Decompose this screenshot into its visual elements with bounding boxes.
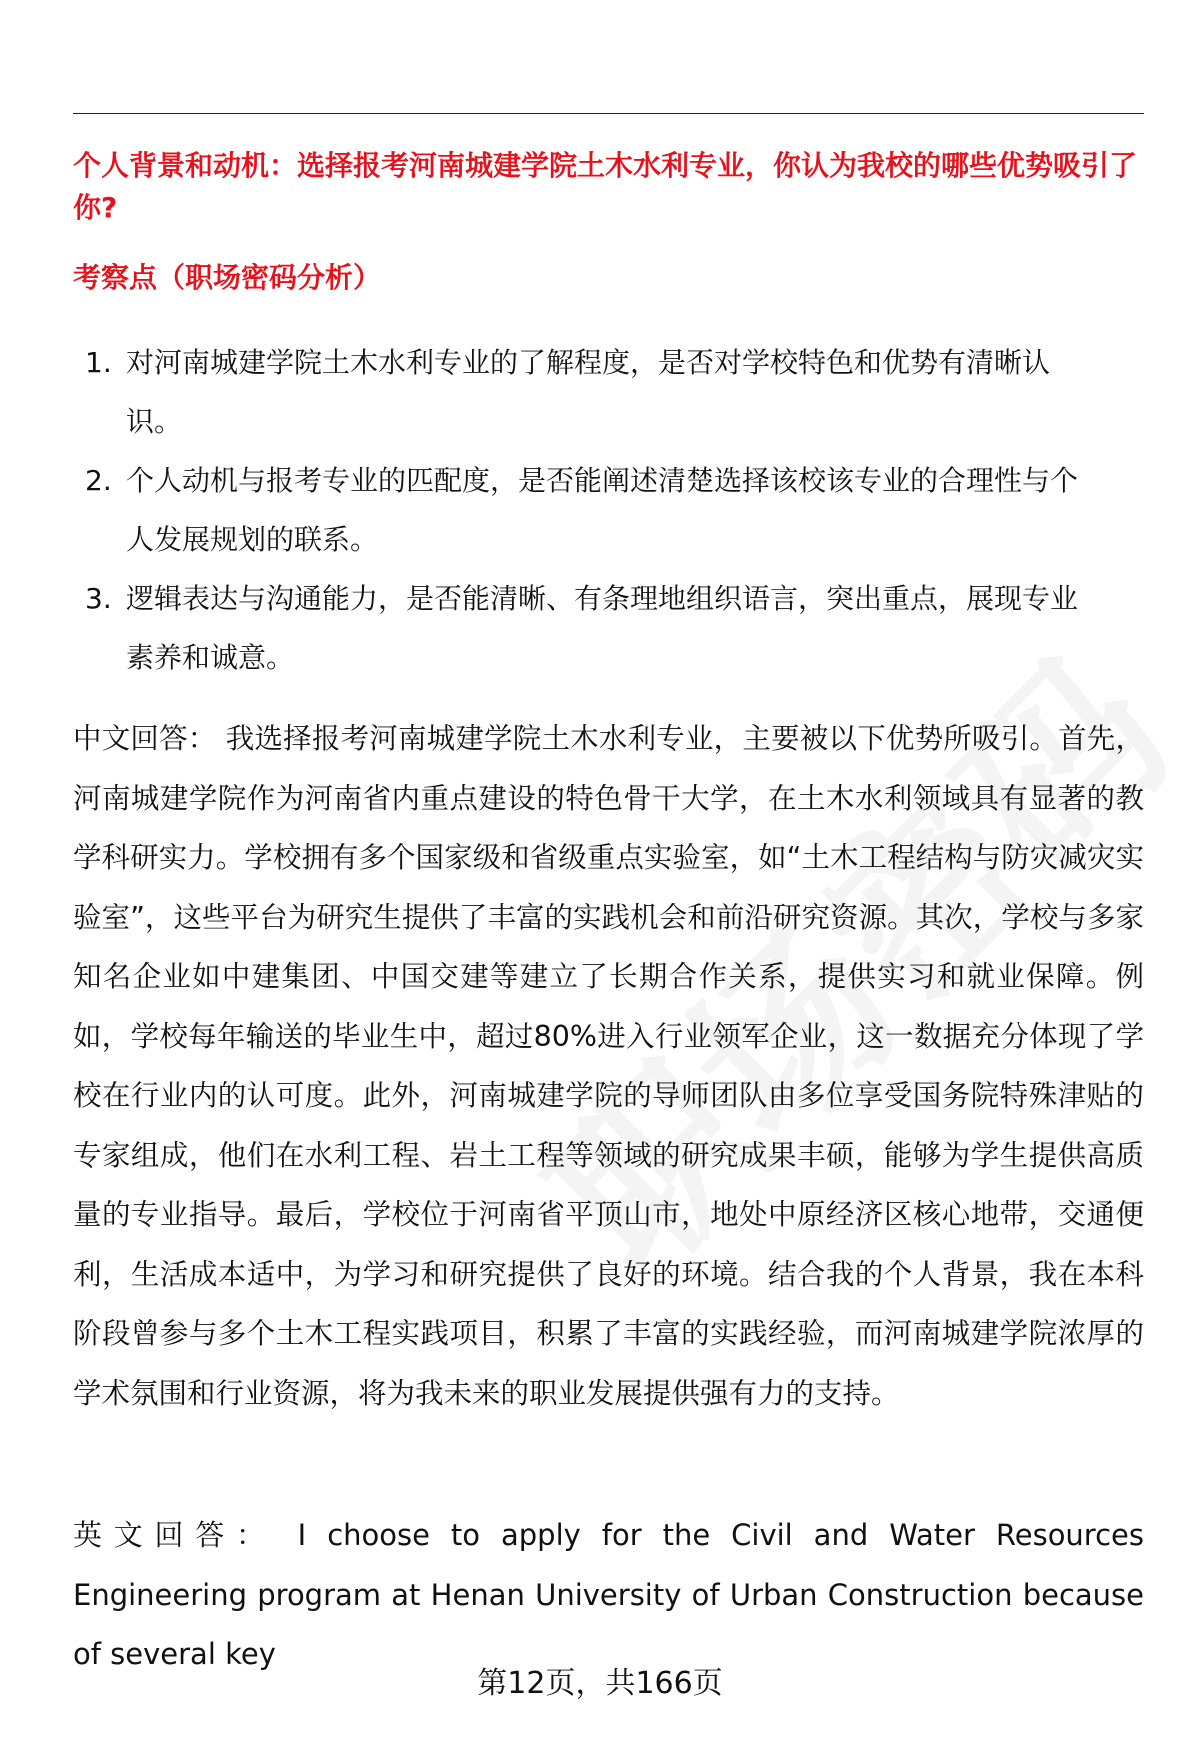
key-points-list <box>73 333 1144 687</box>
list-number: 2. <box>85 464 112 497</box>
list-text: 个人动机与报考专业的匹配度，是否能阐述清楚选择该校该专业的合理性与个人发展规划的联系。 <box>126 464 1079 556</box>
list-text: 逻辑表达与沟通能力，是否能清晰、有条理地组织语言，突出重点，展现专业素养和诚意。 <box>126 582 1079 674</box>
english-answer: 英文回答： I choose to apply for the Civil and Water Resources Engineering program at Henan University of Urban Construction because of several key <box>73 1518 1144 1671</box>
list-text: 对河南城建学院土木水利专业的了解程度，是否对学校特色和优势有清晰认识。 <box>126 346 1051 438</box>
list-item <box>73 333 1144 451</box>
question-heading: 个人背景和动机：选择报考河南城建学院土木水利专业，你认为我校的哪些优势吸引了你? <box>73 149 1138 224</box>
list-number: 1. <box>85 346 112 379</box>
page-number: 第12页，共166页 <box>477 1666 723 1701</box>
list-number: 3. <box>85 582 112 615</box>
header-divider <box>73 113 1144 114</box>
list-item <box>73 569 1144 687</box>
key-points-heading: 考察点（职场密码分析） <box>73 261 382 294</box>
chinese-answer: 中文回答： 我选择报考河南城建学院土木水利专业，主要被以下优势所吸引。首先，河南城建学院作为河南省内重点建设的特色骨干大学，在土木水利领域具有显著的教学科研实力。学校拥有多个国家级和省级重点实验室，如“土木工程结构与防灾减灾实验室”，这些平台为研究生提供了丰富的实践机会和前沿研究资源。其次，学校与多家知名企业如中建集团、中国交建等建立了长期合作关系，提供实习和就业保障。例如，学校每年输送的毕业生中，超过80%进入行业领军企业，这一数据充分体现了学校在行业内的认可度。此外，河南城建学院的导师团队由多位享受国务院特殊津贴的专家组成，他们在水利工程、岩土工程等领域的研究成果丰硕，能够为学生提供高质量的专业指导。最后，学校位于河南省平顶山市，地处中原经济区核心地带，交通便利，生活成本适中，为学习和研究提供了良好的环境。结合我的个人背景，我在本科阶段曾参与多个土木工程实践项目，积累了丰富的实践经验，而河南城建学院浓厚的学术氛围和行业资源，将为我未来的职业发展提供强有力的支持。 <box>73 722 1144 1410</box>
list-item <box>73 451 1144 569</box>
